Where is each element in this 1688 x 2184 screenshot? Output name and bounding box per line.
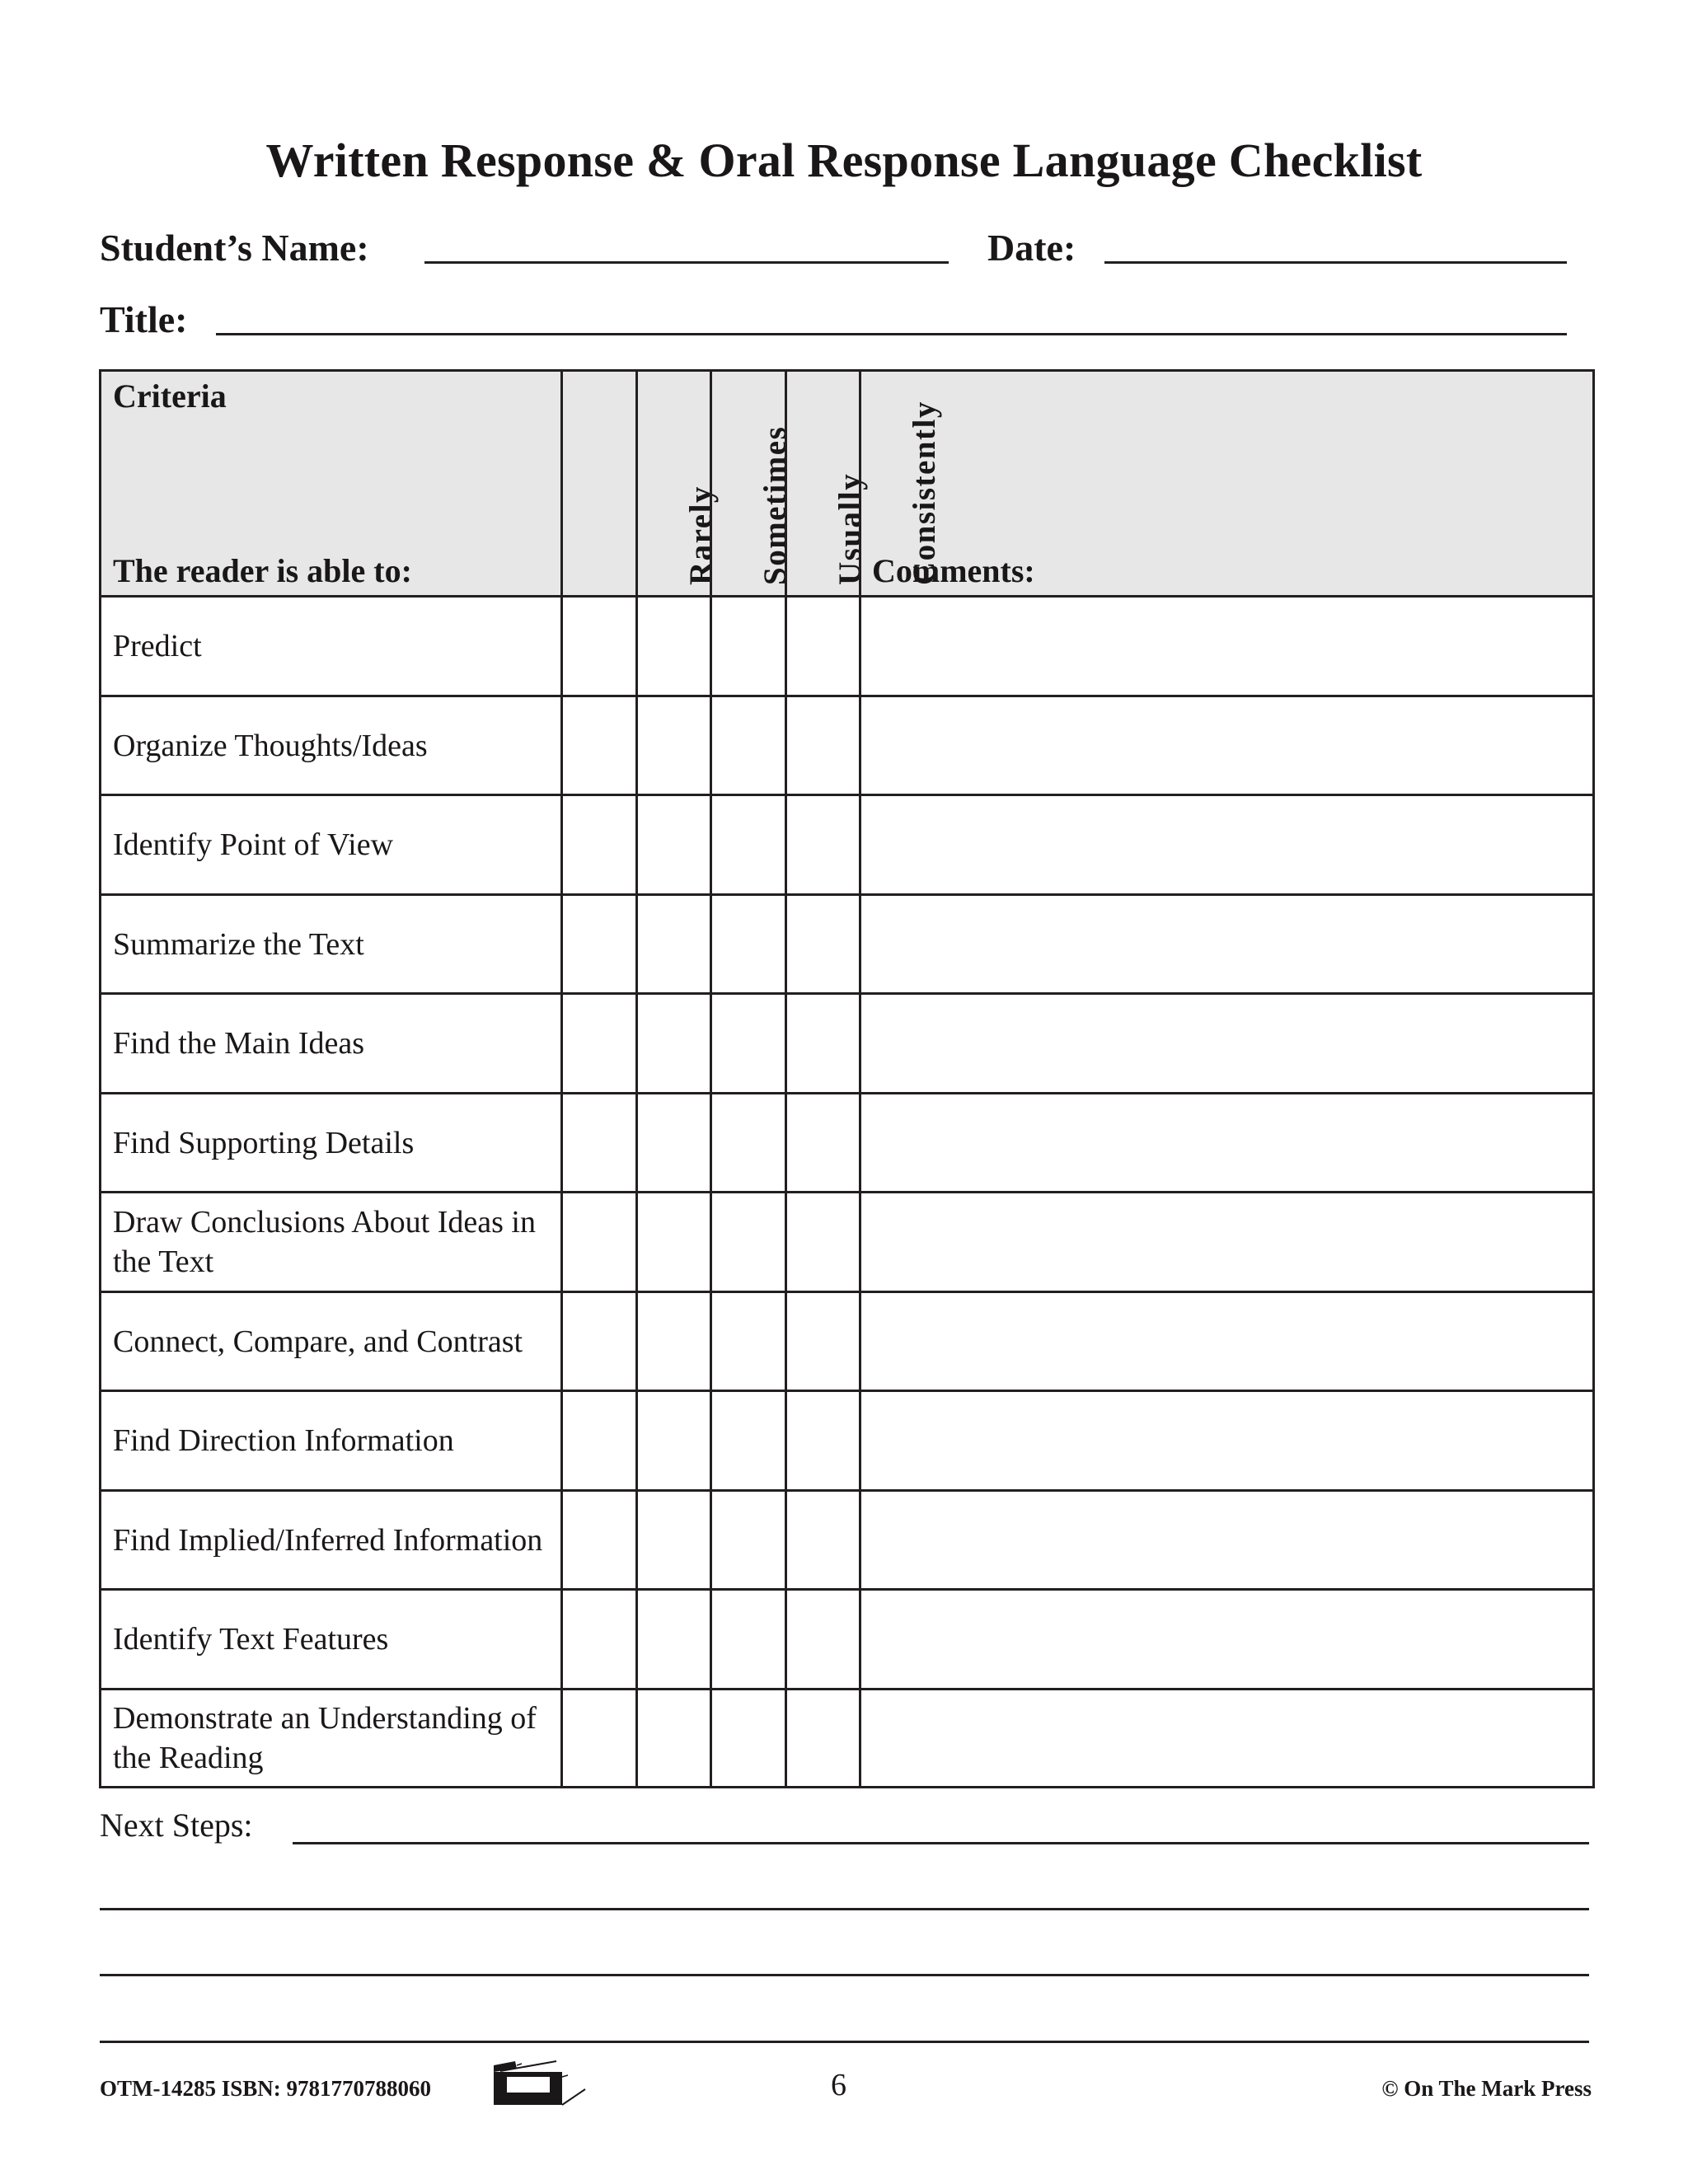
table-row-label: Find Implied/Inferred Information (113, 1522, 543, 1558)
title-field[interactable] (216, 333, 1567, 335)
date-label: Date: (987, 227, 1076, 269)
table-row-label: Find the Main Ideas (113, 1026, 365, 1061)
table-row-label: Summarize the Text (113, 926, 364, 962)
criteria-heading: Criteria (113, 377, 227, 415)
table-row-label: Draw Conclusions About Ideas in the Text (113, 1205, 536, 1279)
copyright: © On The Mark Press (1381, 2076, 1592, 2101)
rating-header-sometimes: Sometimes (757, 425, 793, 585)
next-steps-line[interactable] (100, 2041, 1589, 2043)
table-row-label: Find Direction Information (113, 1423, 454, 1458)
next-steps-line[interactable] (293, 1842, 1589, 1844)
student-name-label: Student’s Name: (100, 227, 369, 269)
column-divider (560, 372, 563, 1786)
column-divider (785, 372, 787, 1786)
next-steps-line[interactable] (100, 1908, 1589, 1910)
footer-code: OTM-14285 ISBN: 9781770788060 (100, 2076, 432, 2101)
criteria-subheading: The reader is able to: (113, 552, 412, 589)
photocopier-icon (492, 2059, 587, 2107)
table-row-label: Identify Point of View (113, 827, 394, 862)
table-row-label: Predict (113, 629, 202, 663)
date-field[interactable] (1104, 261, 1567, 264)
rating-header-usually: Usually (832, 472, 868, 585)
table-row-label: Identify Text Features (113, 1622, 389, 1657)
comments-heading: Comments: (872, 552, 1035, 589)
table-row-label: Organize Thoughts/Ideas (113, 728, 428, 763)
checklist-table (99, 369, 1595, 1788)
rating-header-consistently: Consistently (907, 401, 942, 585)
column-divider (635, 372, 638, 1786)
title-label: Title: (100, 298, 188, 340)
column-divider (859, 372, 861, 1786)
table-row-label: Demonstrate an Understanding of the Reading (113, 1701, 537, 1775)
column-divider (710, 372, 712, 1786)
table-header (101, 372, 1592, 598)
next-steps-line[interactable] (100, 1974, 1589, 1976)
page-number: 6 (831, 2068, 846, 2102)
table-row-label: Connect, Compare, and Contrast (113, 1324, 523, 1359)
next-steps-label: Next Steps: (100, 1807, 253, 1844)
rating-header-rarely: Rarely (683, 485, 719, 585)
page-title: Written Response & Oral Response Language Checklist (265, 134, 1423, 187)
student-name-field[interactable] (424, 261, 949, 264)
table-row-label: Find Supporting Details (113, 1125, 415, 1160)
